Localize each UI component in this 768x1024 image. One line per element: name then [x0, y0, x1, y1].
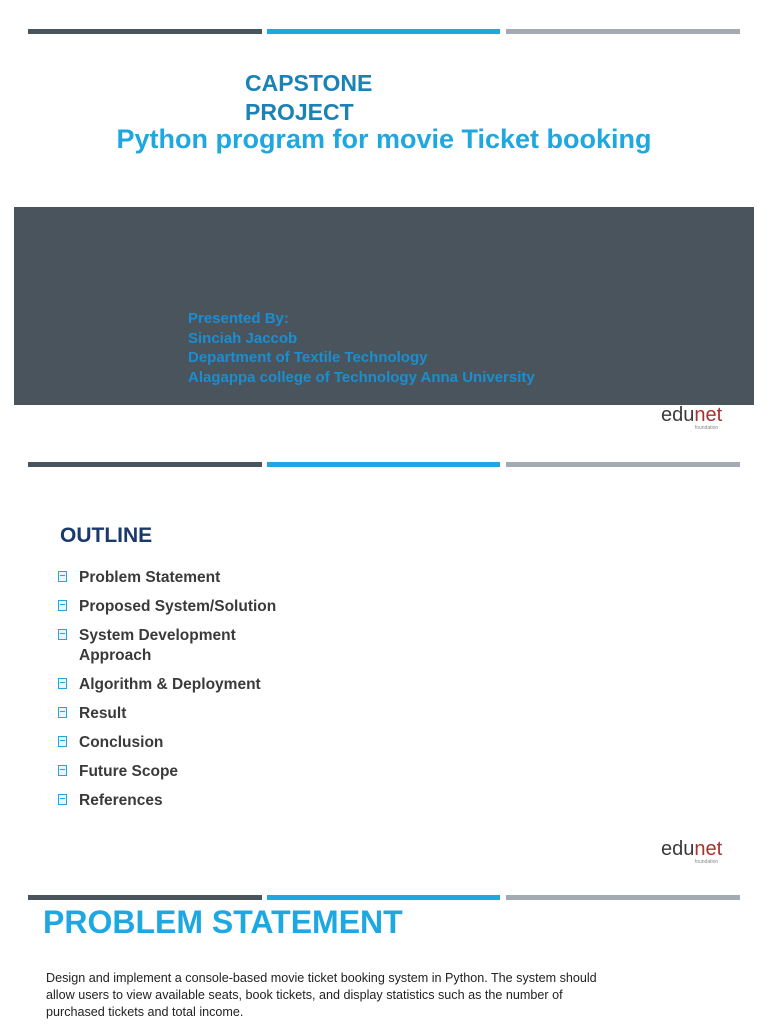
document-bullet-icon — [58, 571, 67, 582]
problem-statement-body: Design and implement a console-based movie ticket booking system in Python. The system should allow users to view available seats, book tickets, and display statistics such as the number of purchased tickets and total income. — [46, 971, 597, 1019]
accent-bar-blue-3 — [267, 895, 500, 900]
presenter-info — [188, 309, 535, 387]
outline-list — [58, 568, 318, 820]
list-item — [58, 791, 318, 811]
list-item — [58, 704, 318, 724]
list-item — [58, 597, 318, 617]
outline-title: OUTLINE — [60, 524, 153, 547]
logo-text-edu: edu — [661, 838, 695, 860]
presenter-name: Sinciah Jaccob — [188, 329, 298, 347]
accent-bar-dark-1 — [28, 29, 262, 34]
slide1-subtitle: Python program for movie Ticket booking — [116, 124, 652, 154]
accent-bar-grey-3 — [506, 895, 740, 900]
outline-item-label: System Development Approach — [79, 627, 236, 664]
logo-tagline: foundation — [694, 425, 719, 431]
edunet-logo — [661, 839, 722, 865]
logo-text-edu: edu — [661, 404, 695, 426]
list-item — [58, 675, 318, 695]
problem-statement-title: PROBLEM STATEMENT — [43, 904, 403, 940]
edunet-logo — [661, 405, 722, 431]
presenter-department: Department of Textile Technology — [188, 349, 428, 366]
logo-tagline: foundation — [694, 859, 719, 865]
slide1-title: CAPSTONE PROJECT — [245, 70, 373, 125]
document-bullet-icon — [58, 765, 67, 776]
list-item — [58, 762, 318, 782]
presenter-college: Alagappa college of Technology Anna University — [188, 368, 535, 386]
document-bullet-icon — [58, 794, 67, 805]
outline-item-label: Problem Statement — [79, 569, 221, 586]
outline-item-label: Future Scope — [79, 763, 179, 780]
outline-item-label: Algorithm & Deployment — [79, 676, 261, 693]
outline-item-label: References — [79, 792, 163, 809]
accent-bar-blue-2 — [267, 462, 500, 467]
accent-bar-blue-1 — [267, 29, 500, 34]
document-bullet-icon — [58, 707, 67, 718]
presenter-label: Presented By: — [188, 310, 289, 327]
accent-bar-grey-2 — [506, 462, 740, 467]
outline-item-label: Conclusion — [79, 734, 164, 751]
outline-item-label: Proposed System/Solution — [79, 598, 277, 615]
logo-text-net: net — [694, 404, 723, 426]
list-item — [58, 733, 318, 753]
document-bullet-icon — [58, 678, 67, 689]
accent-bar-dark-3 — [28, 895, 262, 900]
list-item — [58, 568, 318, 588]
accent-bar-dark-2 — [28, 462, 262, 467]
document-bullet-icon — [58, 600, 67, 611]
logo-text-net: net — [694, 838, 723, 860]
outline-item-label: Result — [79, 705, 127, 722]
document-bullet-icon — [58, 629, 67, 640]
document-bullet-icon — [58, 736, 67, 747]
list-item — [58, 626, 258, 666]
accent-bar-grey-1 — [506, 29, 740, 34]
